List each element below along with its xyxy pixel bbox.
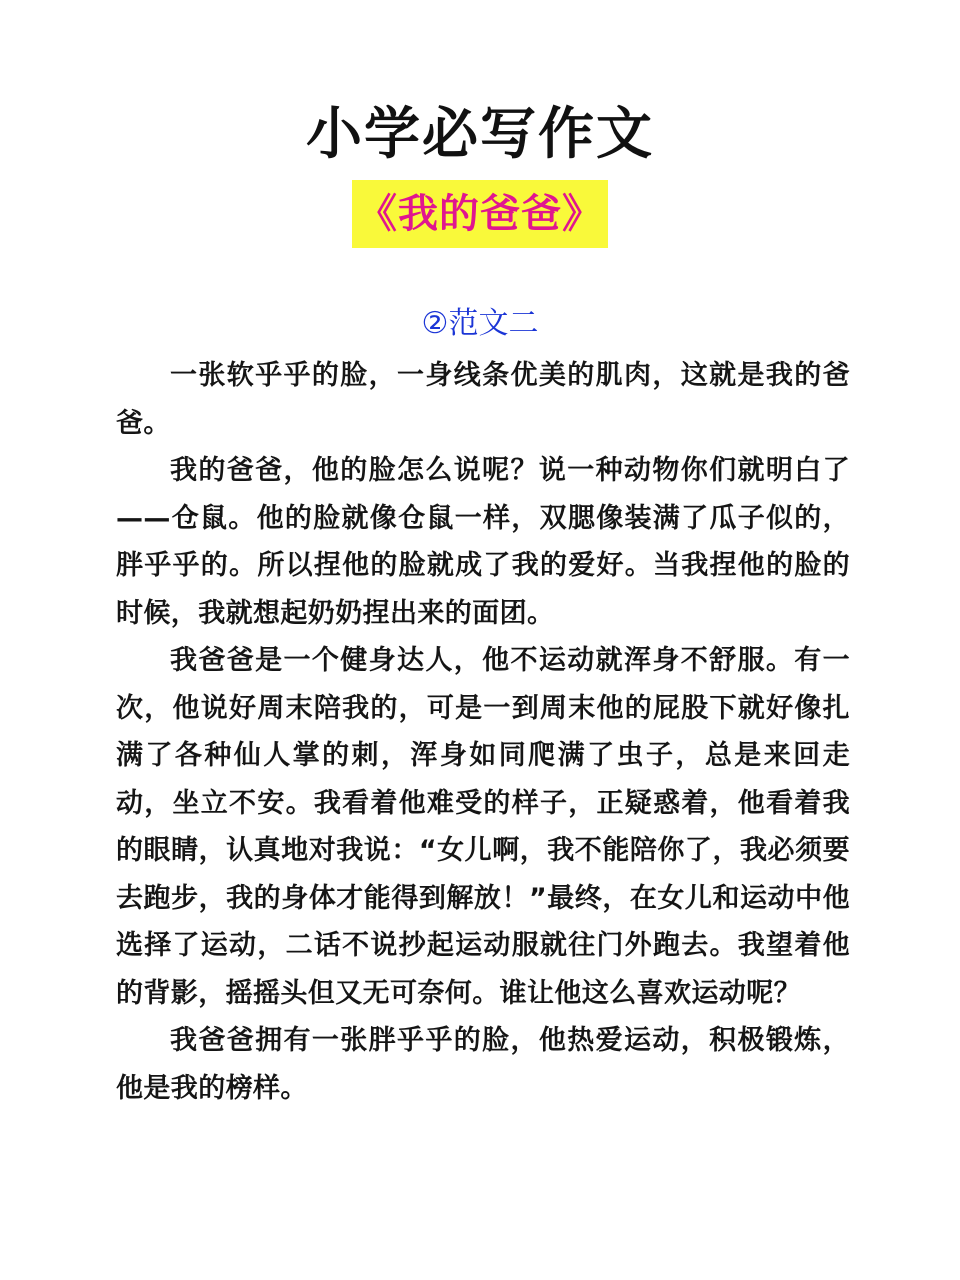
paragraph-4: 我爸爸拥有一张胖乎乎的脸，他热爱运动，积极锻炼，他是我的榜样。 — [116, 1025, 850, 1104]
paragraph-1: 一张软乎乎的脸，一身线条优美的肌肉，这就是我的爸爸。 — [116, 360, 850, 439]
essay-title: 《我的爸爸》 — [357, 191, 603, 237]
essay-body — [116, 352, 850, 1112]
section-label: ②范文二 — [421, 306, 539, 341]
paragraph-3: 我爸爸是一个健身达人，他不运动就浑身不舒服。有一次，他说好周末陪我的，可是一到周末他的屁股下就好像扎满了各种仙人掌的刺，浑身如同爬满了虫子，总是来回走动，坐立不安。我看着他难受的样子，正疑惑着，他看着我的眼睛，认真地对我说：“女儿啊，我不能陪你了，我必须要去跑步，我的身体才能得到解放！”最终，在女儿和运动中他选择了运动，二话不说抄起运动服就往门外跑去。我望着他的背影，摇摇头但又无可奈何。谁让他这么喜欢运动呢？ — [116, 645, 850, 1009]
page-title: 小学必写作文 — [306, 102, 654, 167]
paragraph-2: 我的爸爸，他的脸怎么说呢？说一种动物你们就明白了——仓鼠。他的脸就像仓鼠一样，双腮像装满了瓜子似的，胖乎乎的。所以捏他的脸就成了我的爱好。当我捏他的脸的时候，我就想起奶奶捏出来的面团。 — [116, 455, 850, 629]
